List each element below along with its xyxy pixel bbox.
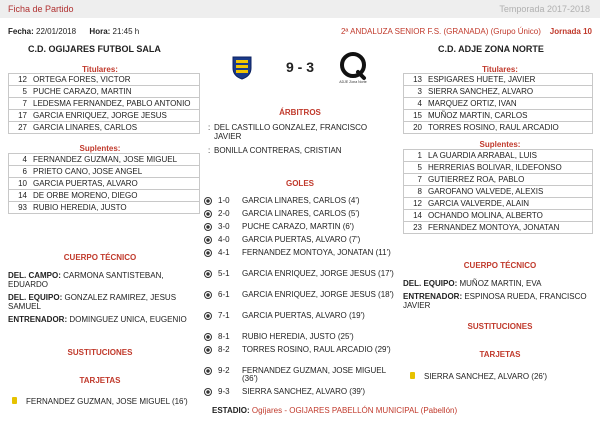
home-cuerpo-tecnico-title: CUERPO TÉCNICO: [63, 253, 137, 262]
home-entrenador: ENTRENADOR: DOMINGUEZ UNICA, EUGENIO: [8, 315, 187, 324]
home-suplentes-list: [8, 153, 200, 214]
player-name: TORRES ROSINO, RAUL ARCADIO: [428, 123, 559, 132]
goal-score: 9-3: [218, 387, 230, 396]
home-titular-player-row: [9, 122, 199, 133]
page-title: Ficha de Partido: [8, 4, 74, 14]
competition-name: 2ª ANDALUZA SENIOR F.S. (GRANADA) (Grupo Único): [340, 27, 541, 36]
player-name: ESPIGARES HUETE, JAVIER: [428, 75, 536, 84]
player-number: 17: [18, 111, 27, 120]
top-bar: [0, 0, 600, 18]
player-name: GARCIA LINARES, CARLOS: [33, 123, 138, 132]
estadio-info: [212, 406, 457, 416]
goal-score: 7-1: [218, 311, 230, 320]
goal-score: 4-1: [218, 248, 230, 257]
estadio-value: Ogíjares - OGIJARES PABELLÓN MUNICIPAL (Pabellón): [251, 406, 458, 415]
home-titulares-list: [8, 73, 200, 134]
player-number: 20: [413, 123, 422, 132]
player-name: GARCIA ENRIQUEZ, JORGE JESUS: [33, 111, 167, 120]
soccer-ball-icon: [204, 236, 212, 244]
home-suplente-player-row: [9, 178, 199, 190]
home-titular-player-row: [9, 74, 199, 86]
goal-scorer: GARCIA PUERTAS, ALVARO (19'): [242, 311, 365, 320]
fecha-value: 22/01/2018: [36, 27, 77, 36]
player-name: GARCIA PUERTAS, ALVARO: [33, 179, 138, 188]
home-suplente-player-row: [9, 154, 199, 166]
home-del-campo: DEL. CAMPO: CARMONA SANTISTEBAN, EDUARDO: [8, 271, 164, 289]
home-titulares-title: Titulares:: [82, 65, 118, 74]
player-number: 14: [18, 191, 27, 200]
soccer-ball-icon: [204, 346, 212, 354]
player-name: GAROFANO VALVEDE, ALEXIS: [428, 187, 544, 196]
home-team-name: C.D. OGIJARES FUTBOL SALA: [28, 44, 161, 54]
fecha-label: Fecha:: [8, 27, 34, 36]
season-label: Temporada 2017-2018: [499, 4, 590, 14]
goals-list: [204, 197, 394, 409]
away-tarjetas-title: TARJETAS: [479, 350, 521, 359]
soccer-ball-icon: [204, 197, 212, 205]
away-team-name: C.D. ADJE ZONA NORTE: [438, 44, 544, 54]
soccer-ball-icon: [204, 367, 212, 375]
away-suplentes-title: Suplentes:: [479, 140, 521, 149]
player-number: 15: [413, 111, 422, 120]
home-staff: [8, 271, 200, 328]
goal-score: 8-2: [218, 345, 230, 354]
away-suplente-player-row: [404, 150, 592, 162]
goal-scorer: FERNANDEZ MONTOYA, JONATAN (11'): [242, 248, 391, 257]
player-number: 14: [413, 211, 422, 220]
player-number: 1: [417, 151, 422, 160]
goles-title: GOLES: [285, 179, 314, 188]
soccer-ball-icon: [204, 312, 212, 320]
soccer-ball-icon: [204, 249, 212, 257]
player-name: MUÑOZ MARTIN, CARLOS: [428, 111, 528, 120]
player-number: 27: [18, 123, 27, 132]
away-logo-text: ADJE Zona Norte: [339, 80, 367, 84]
estadio-label: ESTADIO:: [212, 406, 250, 415]
soccer-ball-icon: [204, 223, 212, 231]
hora-label: Hora:: [89, 27, 111, 36]
player-number: 7: [417, 175, 422, 184]
goal-score: 2-0: [218, 209, 230, 218]
home-titular-player-row: [9, 98, 199, 110]
away-suplente-player-row: [404, 162, 592, 174]
away-entrenador: ENTRENADOR: ESPINOSA RUEDA, FRANCISCO JAVIER: [403, 292, 587, 310]
away-suplentes-list: [403, 149, 593, 234]
away-titulares-list: [403, 73, 593, 134]
player-name: LEDESMA FERNANDEZ, PABLO ANTONIO: [33, 99, 191, 108]
goal-row: [204, 291, 394, 312]
goal-scorer: PUCHE CARAZO, MARTIN (6'): [242, 222, 355, 231]
player-number: 4: [22, 155, 27, 164]
player-name: DE ORBE MORENO, DIEGO: [33, 191, 138, 200]
home-del-equipo: DEL. EQUIPO: GONZALEZ RAMIREZ, JESUS SAMUEL: [8, 293, 177, 311]
away-tarjeta-player: SIERRA SANCHEZ, ALVARO (26'): [424, 372, 548, 381]
player-number: 5: [22, 87, 27, 96]
player-name: FERNANDEZ MONTOYA, JONATAN: [428, 223, 560, 232]
away-suplente-player-row: [404, 174, 592, 186]
player-number: 12: [413, 199, 422, 208]
goal-scorer: GARCIA LINARES, CARLOS (4'): [242, 196, 360, 205]
arbitros-title: ÁRBITROS: [279, 108, 321, 117]
home-team-shield-icon: [232, 56, 252, 80]
away-cuerpo-tecnico-title: CUERPO TÉCNICO: [463, 261, 537, 270]
player-name: SIERRA SANCHEZ, ALVARO: [428, 87, 534, 96]
goal-scorer: GARCIA LINARES, CARLOS (5'): [242, 209, 360, 218]
goal-scorer: TORRES ROSINO, RAUL ARCADIO (29'): [242, 345, 391, 354]
away-titulares-title: Titulares:: [482, 65, 518, 74]
player-number: 93: [18, 203, 27, 212]
away-del-equipo: DEL. EQUIPO: MUÑOZ MARTIN, EVA: [403, 279, 542, 288]
player-name: PUCHE CARAZO, MARTIN: [33, 87, 132, 96]
soccer-ball-icon: [204, 210, 212, 218]
goal-score: 8-1: [218, 332, 230, 341]
goal-scorer: GARCIA ENRIQUEZ, JORGE JESUS (17'): [242, 269, 394, 278]
home-titular-player-row: [9, 110, 199, 122]
jornada-label: Jornada 10: [549, 27, 592, 36]
player-name: LA GUARDIA ARRABAL, LUIS: [428, 151, 537, 160]
soccer-ball-icon: [204, 333, 212, 341]
goal-row: [204, 270, 394, 291]
home-sustituciones-title: SUSTITUCIONES: [67, 348, 133, 357]
goal-row: [204, 249, 394, 270]
yellow-card-icon: [12, 397, 17, 404]
goal-score: 4-0: [218, 235, 230, 244]
goal-row: [204, 367, 394, 388]
player-name: HERRERIAS BOLIVAR, ILDEFONSO: [428, 163, 562, 172]
player-name: FERNANDEZ GUZMAN, JOSE MIGUEL: [33, 155, 178, 164]
goal-score: 1-0: [218, 196, 230, 205]
player-name: PRIETO CANO, JOSE ANGEL: [33, 167, 143, 176]
soccer-ball-icon: [204, 291, 212, 299]
goal-scorer: SIERRA SANCHEZ, ALVARO (39'): [242, 387, 366, 396]
goal-row: [204, 312, 394, 333]
player-name: ORTEGA FORES, VICTOR: [33, 75, 131, 84]
away-titular-player-row: [404, 98, 592, 110]
player-number: 8: [417, 187, 422, 196]
player-number: 5: [417, 163, 422, 172]
yellow-card-icon: [410, 372, 415, 379]
goal-row: [204, 346, 394, 367]
player-number: 6: [22, 167, 27, 176]
goal-score: 5-1: [218, 269, 230, 278]
player-name: OCHANDO MOLINA, ALBERTO: [428, 211, 543, 220]
player-number: 4: [417, 99, 422, 108]
away-team-logo-icon: [338, 52, 368, 84]
goal-score: 3-0: [218, 222, 230, 231]
player-number: 23: [413, 223, 422, 232]
home-tarjeta-player: FERNANDEZ GUZMAN, JOSE MIGUEL (16'): [26, 397, 188, 406]
player-name: MARQUEZ ORTIZ, IVAN: [428, 99, 517, 108]
hora-value: 21:45 h: [112, 27, 140, 36]
goal-scorer: FERNANDEZ GUZMAN, JOSE MIGUEL (36'): [242, 366, 386, 383]
goal-score: 9-2: [218, 366, 230, 375]
player-number: 7: [22, 99, 27, 108]
home-suplentes-title: Suplentes:: [79, 144, 121, 153]
player-name: GARCIA VALVERDE, ALAIN: [428, 199, 530, 208]
home-titular-player-row: [9, 86, 199, 98]
player-number: 10: [18, 179, 27, 188]
home-suplente-player-row: [9, 202, 199, 213]
player-name: GUTIERREZ ROA, PABLO: [428, 175, 525, 184]
match-score: 9 - 3: [285, 59, 314, 75]
away-titular-player-row: [404, 86, 592, 98]
away-titular-player-row: [404, 74, 592, 86]
goal-scorer: GARCIA ENRIQUEZ, JORGE JESUS (18'): [242, 290, 394, 299]
away-suplente-player-row: [404, 198, 592, 210]
away-titular-player-row: [404, 122, 592, 133]
goal-score: 6-1: [218, 290, 230, 299]
home-tarjetas-title: TARJETAS: [79, 376, 121, 385]
home-suplente-player-row: [9, 190, 199, 202]
player-name: RUBIO HEREDIA, JUSTO: [33, 203, 127, 212]
competition-info: [341, 27, 592, 36]
soccer-ball-icon: [204, 388, 212, 396]
away-suplente-player-row: [404, 222, 592, 233]
away-titular-player-row: [404, 110, 592, 122]
home-suplente-player-row: [9, 166, 199, 178]
player-number: 12: [18, 75, 27, 84]
goal-scorer: GARCIA PUERTAS, ALVARO (7'): [242, 235, 361, 244]
away-sustituciones-title: SUSTITUCIONES: [467, 322, 533, 331]
goal-scorer: RUBIO HEREDIA, JUSTO (25'): [242, 332, 354, 341]
player-number: 3: [417, 87, 422, 96]
soccer-ball-icon: [204, 270, 212, 278]
away-suplente-player-row: [404, 186, 592, 198]
match-datetime: [8, 27, 139, 36]
away-staff: [403, 279, 595, 314]
player-number: 13: [413, 75, 422, 84]
away-suplente-player-row: [404, 210, 592, 222]
